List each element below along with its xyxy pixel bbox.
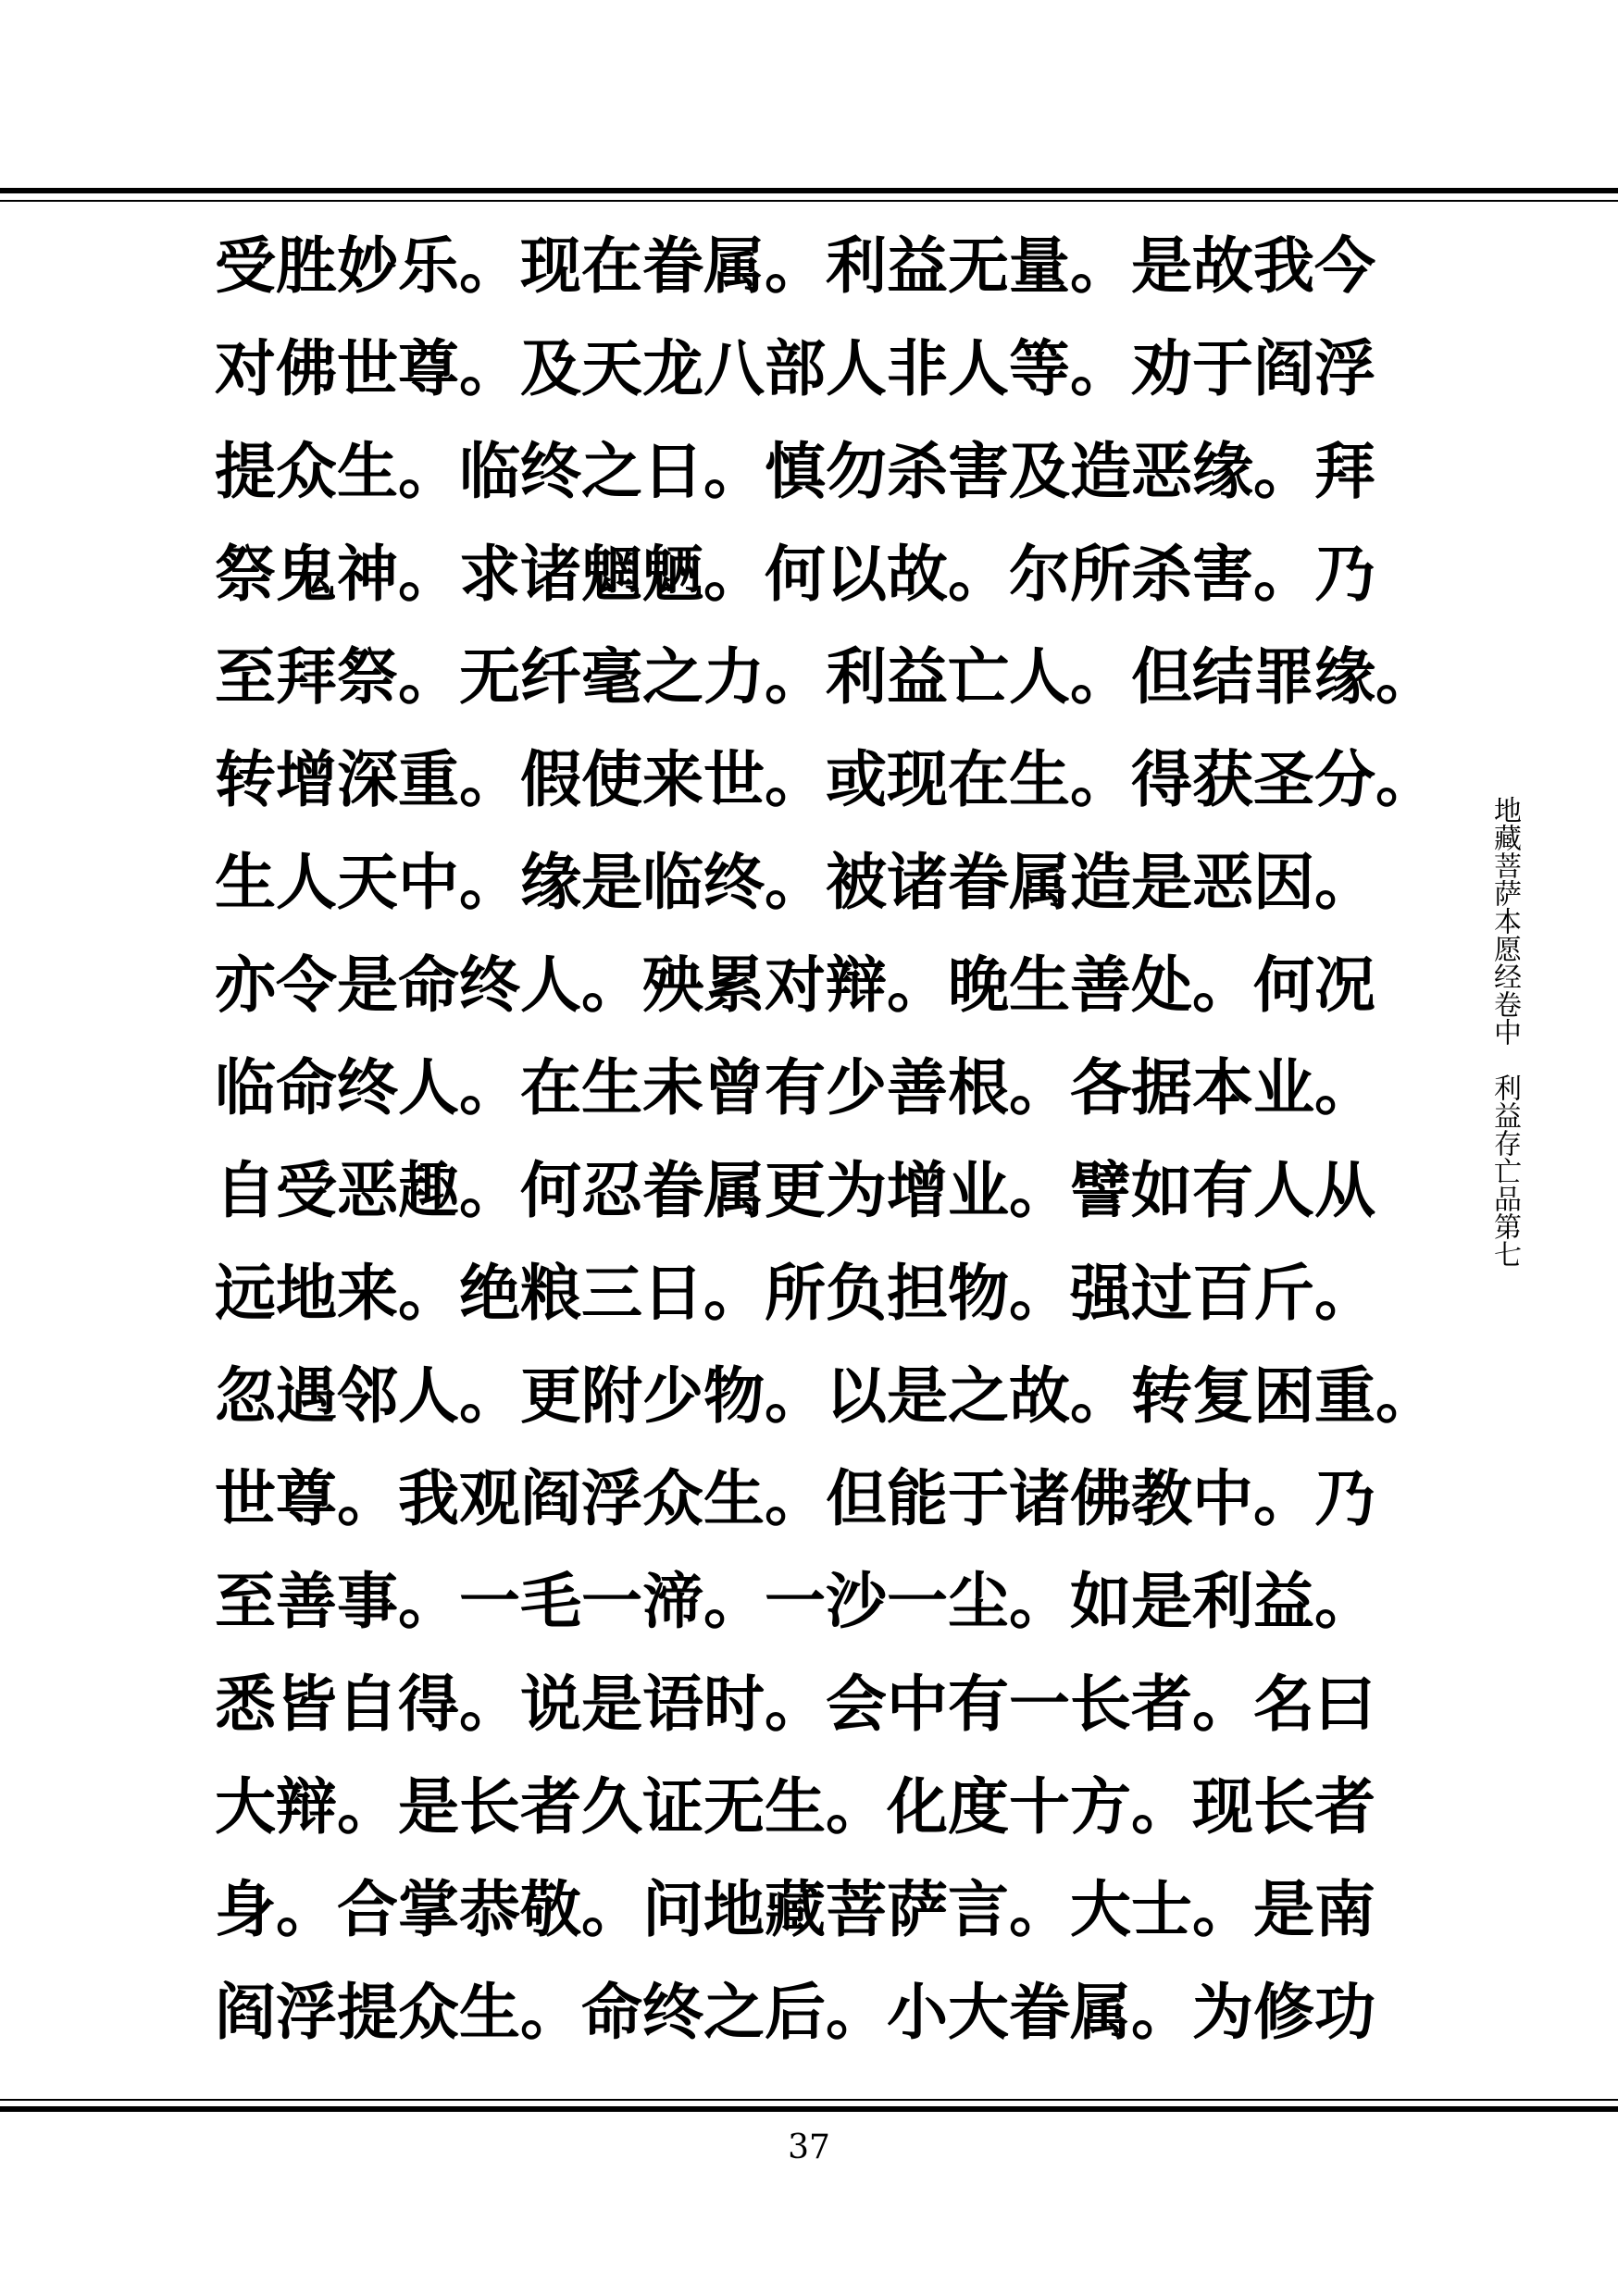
text-line: 祭鬼神。求诸魍魉。何以故。尔所杀害。乃 [215,538,1375,610]
text-line: 生人天中。缘是临终。被诸眷属造是恶因。 [215,846,1375,918]
chapter-side-title: 地藏菩萨本愿经卷中 利益存亡品第七 [1488,796,1521,1268]
text-line: 至拜祭。无纤毫之力。利益亡人。但结罪缘。 [215,640,1437,713]
text-line: 自受恶趣。何忍眷属更为增业。譬如有人从 [215,1154,1375,1226]
text-line: 阎浮提众生。命终之后。小大眷属。为修功 [215,1976,1375,2048]
text-line: 远地来。绝粮三日。所负担物。强过百斤。 [215,1257,1375,1329]
text-line: 大辩。是长者久证无生。化度十方。现长者 [215,1770,1375,1843]
text-line: 悉皆自得。说是语时。会中有一长者。名曰 [215,1668,1375,1740]
text-line: 提众生。临终之日。慎勿杀害及造恶缘。拜 [215,435,1375,507]
text-line: 忽遇邻人。更附少物。以是之故。转复困重。 [215,1359,1437,1432]
sutra-body-text [215,215,1437,2064]
text-line: 身。合掌恭敬。问地藏菩萨言。大士。是南 [215,1873,1375,1945]
text-line: 临命终人。在生未曾有少善根。各据本业。 [215,1051,1375,1123]
page-number: 37 [788,2128,830,2166]
text-line: 世尊。我观阎浮众生。但能于诸佛教中。乃 [215,1462,1375,1534]
text-line: 对佛世尊。及天龙八部人非人等。劝于阎浮 [215,332,1375,404]
top-border-thin [0,200,1618,202]
text-line: 受胜妙乐。现在眷属。利益无量。是故我今 [215,230,1375,302]
bottom-border-thin [0,2099,1618,2101]
bottom-border-thick [0,2106,1618,2112]
text-line: 转增深重。假使来世。或现在生。得获圣分。 [215,743,1437,815]
text-line: 亦令是命终人。殃累对辩。晚生善处。何况 [215,949,1375,1021]
top-border-thick [0,188,1618,193]
text-line: 至善事。一毛一渧。一沙一尘。如是利益。 [215,1565,1375,1637]
